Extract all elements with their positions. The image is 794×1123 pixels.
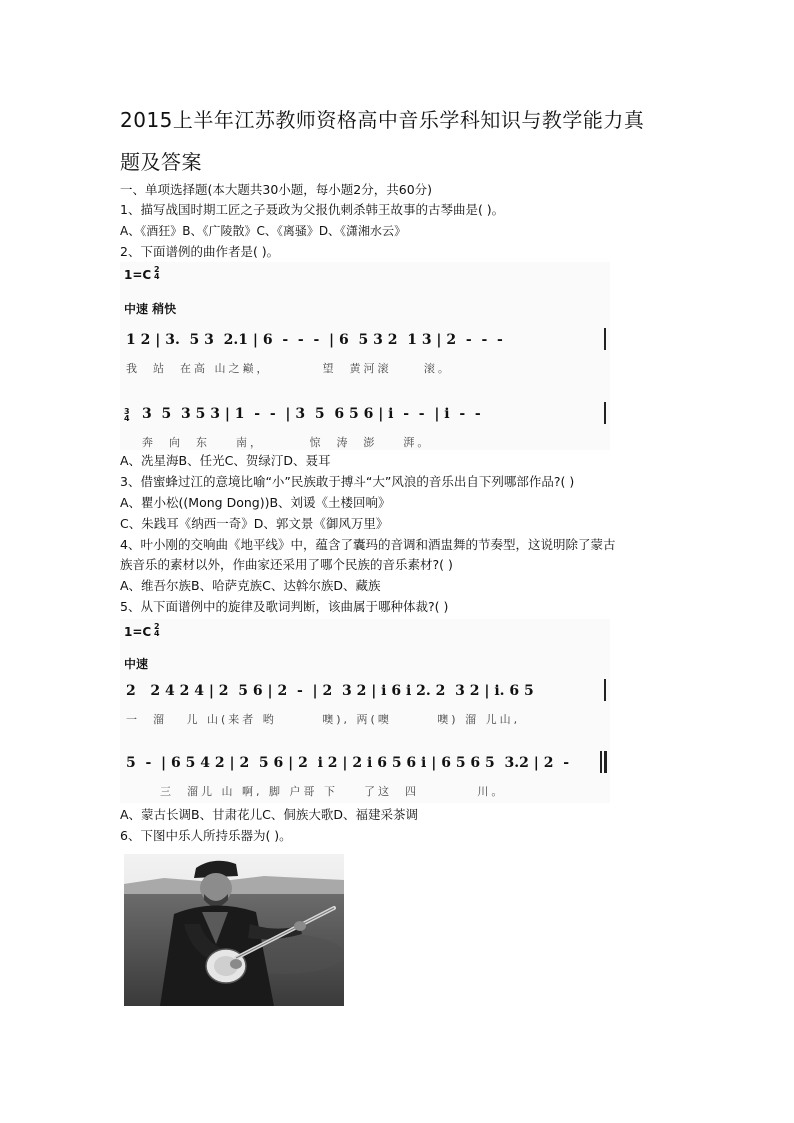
score-1-tempo: 中速 稍快: [124, 302, 177, 316]
score-2-tempo: 中速: [124, 657, 149, 671]
score-2-time-signature: 2 4: [154, 622, 160, 638]
score-example-1: [120, 262, 610, 450]
score-2-key: 1=C: [124, 625, 152, 639]
score-2-row-2-lyrics: 三 溜儿 山 啊, 脚 户哥 下 了这 四 川。: [160, 785, 506, 798]
score-1-row-1-lyrics: 我 站 在高 山之巅， 望 黄河滚 滚。: [126, 362, 452, 375]
document-title-line2: 题及答案: [120, 150, 202, 174]
score-1-row-2-end-bar: [604, 402, 606, 424]
question-6-stem: 6、下图中乐人所持乐器为( )。: [120, 828, 292, 843]
question-2-stem: 2、下面谱例的曲作者是( )。: [120, 244, 280, 259]
score-2-final-bar-thick: [604, 751, 607, 773]
score-2-row-1-notes: 2 2 4 2 4 | 2 5 6 | 2 - | 2 3 2 | i 6 i 2. 2 3 2 | i. 6 5: [126, 683, 534, 699]
score-1-row-1-notes: 1 2 | 3. 5 3 2.1 | 6 - - - | 6 5 3 2 1 3 | 2 - - -: [126, 332, 503, 348]
score-2-final-bar-thin: [600, 751, 602, 773]
score-1-row-2-time-signature: 3 4: [124, 407, 130, 423]
question-4-stem-line-2: 族音乐的素材以外，作曲家还采用了哪个民族的音乐素材?( ): [120, 557, 453, 572]
question-3-options-ab: A、瞿小松((Mong Dong))B、刘谖《土楼回响》: [120, 495, 391, 510]
question-2-options: A、冼星海B、任光C、贺绿汀D、聂耳: [120, 453, 331, 468]
score-1-row-2-lyrics: 奔 向 东 南， 惊 涛 澎 湃。: [142, 436, 432, 449]
question-1-options: A、《酒狂》B、《广陵散》C、《离骚》D、《潇湘水云》: [120, 224, 407, 238]
score-1-row-2-notes: 3 5 3 5 3 | 1 - - | 3 5 6 5 6 | i - - | i - -: [142, 406, 481, 422]
score-1-row-1-end-bar: [604, 328, 606, 350]
section-header: 一、单项选择题(本大题共30小题，每小题2分，共60分): [120, 182, 433, 197]
question-5-stem: 5、从下面谱例中的旋律及歌词判断，该曲属于哪种体裁?( ): [120, 599, 449, 614]
question-4-options: A、维吾尔族B、哈萨克族C、达斡尔族D、藏族: [120, 578, 381, 593]
question-3-stem: 3、借蜜蜂过江的意境比喻“小”民族敢于搏斗“大”风浪的音乐出自下列哪部作品?( ): [120, 474, 575, 489]
score-2-row-1-end-bar: [604, 679, 606, 701]
score-2-row-1-lyrics: 一 溜 儿 山(来者 哟 噢), 两(噢 噢) 溜 儿山,: [126, 713, 521, 726]
score-1-key: 1=C: [124, 268, 152, 282]
question-5-options: A、蒙古长调B、甘肃花儿C、侗族大歌D、福建采茶调: [120, 807, 418, 822]
score-2-row-2-notes: 5 - | 6 5 4 2 | 2 5 6 | 2 i 2 | 2 i 6 5 6 i | 6 5 6 5 3.2 | 2 -: [126, 755, 570, 771]
score-1-time-signature: 2 4: [154, 265, 160, 281]
question-3-options-cd: C、朱践耳《纳西一奇》D、郭文景《御风万里》: [120, 516, 389, 531]
musician-photo: [124, 854, 344, 1006]
question-1-stem: 1、描写战国时期工匠之子聂政为父报仇刺杀韩王故事的古琴曲是( )。: [120, 202, 505, 217]
document-title-line1: 2015上半年江苏教师资格高中音乐学科知识与教学能力真: [120, 108, 645, 132]
score-example-2: [120, 619, 610, 803]
question-4-stem-line-1: 4、叶小刚的交响曲《地平线》中，蕴含了囊玛的音调和酒盅舞的节奏型，这说明除了蒙古: [120, 537, 616, 552]
